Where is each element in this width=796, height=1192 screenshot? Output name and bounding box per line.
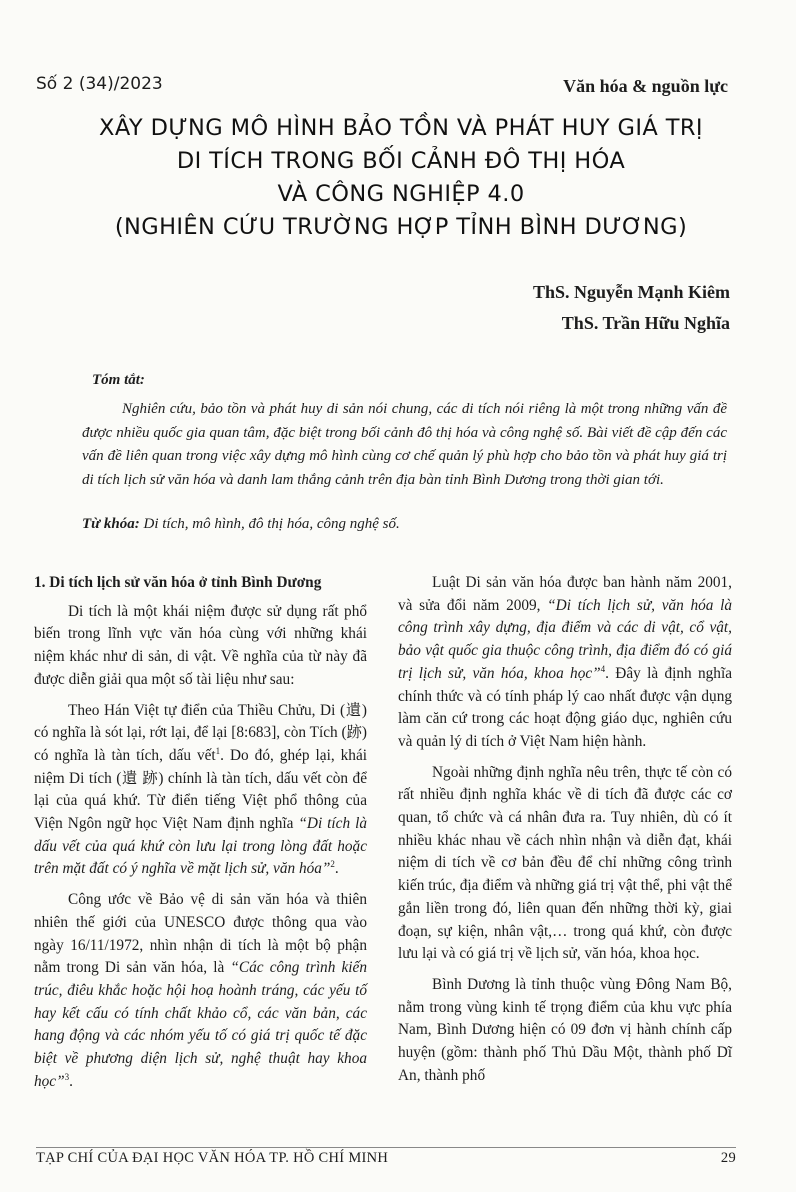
text: Theo Hán Việt tự điển của Thiều Chửu, Di (遺) có nghĩa là sót lại, rớt lại, để lại [8:683], còn Tích (跡) có nghĩa là tàn tích, dấu vết: [34, 701, 367, 764]
text: Luật Di sản văn hóa được ban hành năm 2001, và sửa đổi năm 2009,: [398, 574, 732, 614]
paragraph: Ngoài những định nghĩa nêu trên, thực tế còn có rất nhiều định nghĩa khác về di tích đã được các cơ quan, tổ chức và cá nhân đưa ra. Tuy nhiên, dù có ít nhiều khác nhau về cách nhìn nhận và diễn đạt, khái niệm di tích về cơ bản đều để chỉ những công trình kiến trúc, địa điểm và những giá trị vật thể, phi vật thể gắn liền trong đó, liên quan đến những thời kỳ, giai đoạn, sự kiện, nhân vật,… trong quá khứ, còn được lưu lại và có giá trị về lịch sử, văn hóa, khoa học.: [398, 763, 732, 963]
section-heading: 1. Di tích lịch sử văn hóa ở tỉnh Bình Dương: [34, 574, 322, 591]
abstract-text: Nghiên cứu, bảo tồn và phát huy di sản nói chung, các di tích nói riêng là một trong những vấn đề được nhiều quốc gia quan tâm, đặc biệt trong bối cảnh đô thị hóa và công nghệ số. Bài viết đề cập đến các vấn đề liên quan trong việc xây dựng mô hình cùng cơ chế quản lý phù hợp cho bảo tồn và phát huy giá trị di tích lịch sử văn hóa và danh lam thắng cảnh trên địa bàn tỉnh Bình Dương trong thời gian tới.: [82, 401, 727, 488]
page-footer: [36, 1147, 736, 1167]
right-column: [398, 572, 732, 1095]
title-line: DI TÍCH TRONG BỐI CẢNH ĐÔ THỊ HÓA: [176, 148, 626, 174]
abstract-label: Tóm tắt:: [92, 372, 145, 388]
text: Công ước về Bảo vệ di sản văn hóa và thiên nhiên thế giới của UNESCO được thông qua vào ngày 16/11/1972, nhìn nhận di tích là một bộ phận nằm trong Di sản văn hóa, là: [34, 891, 367, 977]
paragraph: Bình Dương là tỉnh thuộc vùng Đông Nam Bộ, nằm trong vùng kinh tế trọng điểm của khu vực phía Nam, Bình Dương hiện có 09 đơn vị hành chính cấp huyện (gồm: thành phố Thủ Dầu Một, thành phố Dĩ An, thành phố: [398, 975, 732, 1084]
paragraph: [34, 889, 367, 1093]
footnote-ref: 2: [330, 859, 335, 870]
keywords: [82, 516, 400, 533]
title-line: VÀ CÔNG NGHIỆP 4.0: [277, 181, 525, 207]
quote: “Di tích lịch sử, văn hóa là công trình xây dựng, địa điểm và các di vật, cổ vật, bảo vật quốc gia thuộc công trình, địa điểm đó có giá trị lịch sử, văn hóa, khoa học”: [398, 596, 732, 682]
text: .: [334, 860, 339, 878]
article-title: [40, 112, 762, 244]
left-column: [34, 572, 367, 1101]
text: .: [69, 1072, 73, 1090]
paragraph: Di tích là một khái niệm được sử dụng rất phổ biến trong lĩnh vực văn hóa cùng với những khái niệm khác như di sản, di vật. Về nghĩa của từ này đã được diễn giải qua một số tài liệu như sau:: [34, 602, 367, 688]
author-name: ThS. Nguyễn Mạnh Kiêm: [532, 282, 730, 302]
footnote-ref: 1: [215, 745, 221, 756]
footnote-ref: 4: [600, 663, 606, 674]
section-name: Văn hóa & nguồn lực: [563, 76, 728, 96]
text: . Đây là định nghĩa chính thức và có tính pháp lý cao nhất được vận dụng làm căn cứ trong các hoạt động giáo dục, nghiên cứu và quản lý di tích ở Việt Nam hiện hành.: [398, 664, 732, 750]
journal-name: TẠP CHÍ CỦA ĐẠI HỌC VĂN HÓA TP. HỒ CHÍ MINH: [36, 1150, 389, 1166]
issue-number: Số 2 (34)/2023: [36, 74, 163, 94]
paragraph: [34, 700, 367, 882]
authors: [533, 277, 730, 339]
title-line: (NGHIÊN CỨU TRƯỜNG HỢP TỈNH BÌNH DƯƠNG): [114, 214, 688, 240]
page-number: 29: [720, 1150, 736, 1166]
quote: “Di tích là dấu vết của quá khứ còn lưu lại trong lòng đất hoặc trên mặt đất có ý nghĩa về mặt lịch sử, văn hóa”: [34, 815, 367, 878]
text: . Do đó, ghép lại, khái niệm Di tích (遺 跡) chính là tàn tích, dấu vết còn để lại của quá khứ. Từ điển tiếng Việt phổ thông của Viện Ngôn ngữ học Việt Nam định nghĩa: [34, 746, 367, 833]
title-line: XÂY DỰNG MÔ HÌNH BẢO TỒN VÀ PHÁT HUY GIÁ TRỊ: [99, 115, 703, 141]
keywords-text: Di tích, mô hình, đô thị hóa, công nghệ số.: [143, 516, 400, 532]
quote: “Các công trình kiến trúc, điêu khắc hoặc hội hoạ hoành tráng, các yếu tố hay kết cấu có tính chất khảo cổ, các văn bản, các hang động và các nhóm yếu tố có giá trị quốc tế đặc biệt về phương diện lịch sử, nghệ thuật hay khoa học”: [34, 959, 367, 1090]
footnote-ref: 3: [64, 1071, 70, 1082]
author-name: ThS. Trần Hữu Nghĩa: [561, 313, 730, 333]
paragraph: [398, 572, 732, 754]
keywords-label: Từ khóa:: [82, 516, 140, 532]
